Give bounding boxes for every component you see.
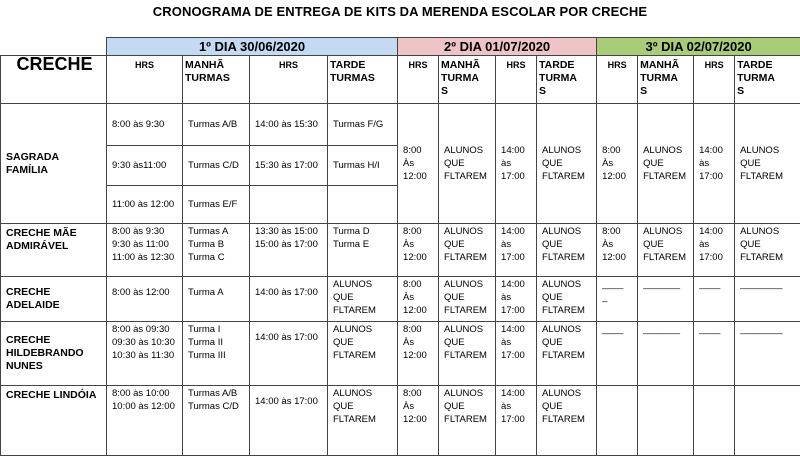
- day2-afternoon-classes: ALUNOS QUE FLTAREM: [537, 386, 597, 456]
- day3-hrs-afternoon-header: HRS: [694, 56, 735, 104]
- day3-morning-header: MANHÃ TURMA S: [638, 56, 694, 104]
- day1-afternoon-classes: [328, 186, 398, 224]
- day2-afternoon-classes: ALUNOS QUE FLTAREM: [537, 322, 597, 386]
- day3-afternoon-classes: ALUNOS QUE FLTAREM: [735, 104, 800, 224]
- day1-afternoon-hours: 14:00 às 17:00: [250, 277, 328, 322]
- day2-morning-classes: ALUNOS QUE FLTAREM: [439, 386, 496, 456]
- day1-morning-hours: 8:00 às 12:00: [107, 277, 183, 322]
- day1-morning-hours: 8:00 às 9:30: [107, 104, 183, 146]
- creche-name: CRECHE LINDÓIA: [1, 386, 107, 456]
- day2-morning-classes: ALUNOS QUE FLTAREM: [439, 224, 496, 277]
- day2-afternoon-hours: 14:00 às 17:00: [496, 277, 537, 322]
- day1-morning-header: MANHÃ TURMAS: [183, 56, 250, 104]
- day3-morning-classes: _______: [638, 322, 694, 386]
- day2-morning-hours: 8:00 Às 12:00: [398, 104, 439, 224]
- day3-afternoon-classes: ALUNOS QUE FLTAREM: [735, 224, 800, 277]
- day-header-row: [1, 38, 800, 56]
- corner-cell: [1, 38, 107, 56]
- day3-afternoon-classes: ________: [735, 277, 800, 322]
- day1-afternoon-classes: ALUNOS QUE FLTAREM: [328, 322, 398, 386]
- day2-afternoon-header: TARDE TURMA S: [537, 56, 597, 104]
- day1-morning-classes: Turma I Turma II Turma III: [183, 322, 250, 386]
- day1-afternoon-classes: Turma D Turma E: [328, 224, 398, 277]
- day1-morning-hours: 8:00 às 09:30 09:30 às 10:30 10:30 às 11:30: [107, 322, 183, 386]
- day3-morning-hours: [597, 386, 638, 456]
- day2-afternoon-classes: ALUNOS QUE FLTAREM: [537, 104, 597, 224]
- day2-morning-classes: ALUNOS QUE FLTAREM: [439, 277, 496, 322]
- day3-afternoon-hours: ____: [694, 277, 735, 322]
- day1-afternoon-classes: Turmas F/G: [328, 104, 398, 146]
- day2-morning-hours: 8:00 Às 12:00: [398, 224, 439, 277]
- day1-afternoon-hours: 14:00 às 17:00: [250, 322, 328, 386]
- day3-morning-classes: ALUNOS QUE FLTAREM: [638, 104, 694, 224]
- day2-afternoon-hours: 14:00 às 17:00: [496, 224, 537, 277]
- day3-morning-hours: ____: [597, 322, 638, 386]
- day2-morning-header: MANHÃ TURMA S: [439, 56, 496, 104]
- day2-morning-classes: ALUNOS QUE FLTAREM: [439, 104, 496, 224]
- day3-morning-hours: 8:00 Às 12:00: [597, 104, 638, 224]
- day1-afternoon-hours: 14:00 às 15:30: [250, 104, 328, 146]
- day3-morning-hours: 8:00 Às 12:00: [597, 224, 638, 277]
- table-row: [1, 322, 800, 386]
- day1-afternoon-hours: 13:30 às 15:00 15:00 às 17:00: [250, 224, 328, 277]
- day3-morning-classes: _______: [638, 277, 694, 322]
- day1-afternoon-classes: ALUNOS QUE FLTAREM: [328, 277, 398, 322]
- day1-morning-hours: 11:00 às 12:00: [107, 186, 183, 224]
- creche-name: SAGRADA FAMÍLIA: [1, 104, 107, 224]
- day3-morning-classes: ALUNOS QUE FLTAREM: [638, 224, 694, 277]
- day2-afternoon-hours: 14:00 às 17:00: [496, 322, 537, 386]
- day1-morning-classes: Turmas A/B Turmas C/D: [183, 386, 250, 456]
- creche-name: CRECHE ADELAIDE: [1, 277, 107, 322]
- day1-afternoon-hours: 15:30 às 17:00: [250, 146, 328, 186]
- day1-morning-hours: 8:00 às 10:00 10:00 às 12:00: [107, 386, 183, 456]
- day1-afternoon-classes: ALUNOS QUE FLTAREM: [328, 386, 398, 456]
- day3-afternoon-header: TARDE TURMA S: [735, 56, 800, 104]
- page-title: CRONOGRAMA DE ENTREGA DE KITS DA MERENDA ESCOLAR POR CRECHE: [152, 4, 648, 19]
- day2-morning-classes: ALUNOS QUE FLTAREM: [439, 322, 496, 386]
- table-row: [1, 224, 800, 277]
- day-1-header: 1º DIA 30/06/2020: [107, 38, 398, 56]
- day1-afternoon-hours: 14:00 às 17:00: [250, 386, 328, 456]
- day1-afternoon-classes: Turmas H/I: [328, 146, 398, 186]
- table-row: [1, 277, 800, 322]
- day2-hrs-afternoon-header: HRS: [496, 56, 537, 104]
- day3-afternoon-hours: 14:00 às 17:00: [694, 104, 735, 224]
- day3-afternoon-hours: 14:00 às 17:00: [694, 224, 735, 277]
- day3-hrs-morning-header: HRS: [597, 56, 638, 104]
- day2-hrs-morning-header: HRS: [398, 56, 439, 104]
- day1-morning-classes: Turmas C/D: [183, 146, 250, 186]
- schedule-table: [0, 37, 800, 456]
- day3-afternoon-classes: [735, 386, 800, 456]
- day1-hrs-afternoon-header: HRS: [250, 56, 328, 104]
- day3-morning-classes: [638, 386, 694, 456]
- day1-afternoon-hours: [250, 186, 328, 224]
- day1-morning-hours: 8:00 às 9:30 9:30 às 11:00 11:00 às 12:30: [107, 224, 183, 277]
- day2-morning-hours: 8:00 Às 12:00: [398, 386, 439, 456]
- creche-name: CRECHE HILDEBRANDO NUNES: [1, 322, 107, 386]
- day1-hrs-morning-header: HRS: [107, 56, 183, 104]
- day1-morning-classes: Turmas A Turma B Turma C: [183, 224, 250, 277]
- day2-afternoon-classes: ALUNOS QUE FLTAREM: [537, 277, 597, 322]
- day3-afternoon-classes: ________: [735, 322, 800, 386]
- column-header-row: [1, 56, 800, 104]
- day1-morning-hours: 9:30 às11:00: [107, 146, 183, 186]
- day2-morning-hours: 8:00 Às 12:00: [398, 277, 439, 322]
- day1-morning-classes: Turmas A/B: [183, 104, 250, 146]
- day3-afternoon-hours: [694, 386, 735, 456]
- day2-afternoon-hours: 14:00 às 17:00: [496, 386, 537, 456]
- day-3-header: 3º DIA 02/07/2020: [597, 38, 800, 56]
- day2-afternoon-hours: 14:00 às 17:00: [496, 104, 537, 224]
- table-row: [1, 386, 800, 456]
- day2-morning-hours: 8:00 Às 12:00: [398, 322, 439, 386]
- day3-afternoon-hours: ____: [694, 322, 735, 386]
- day1-morning-classes: Turmas E/F: [183, 186, 250, 224]
- day1-morning-classes: Turma A: [183, 277, 250, 322]
- day1-afternoon-header: TARDE TURMAS: [328, 56, 398, 104]
- day3-morning-hours: ____ _: [597, 277, 638, 322]
- day-2-header: 2º DIA 01/07/2020: [398, 38, 597, 56]
- creche-column-header: CRECHE: [1, 56, 107, 104]
- creche-name: CRECHE MÃE ADMIRÁVEL: [1, 224, 107, 277]
- table-row: [1, 104, 800, 146]
- day2-afternoon-classes: ALUNOS QUE FLTAREM: [537, 224, 597, 277]
